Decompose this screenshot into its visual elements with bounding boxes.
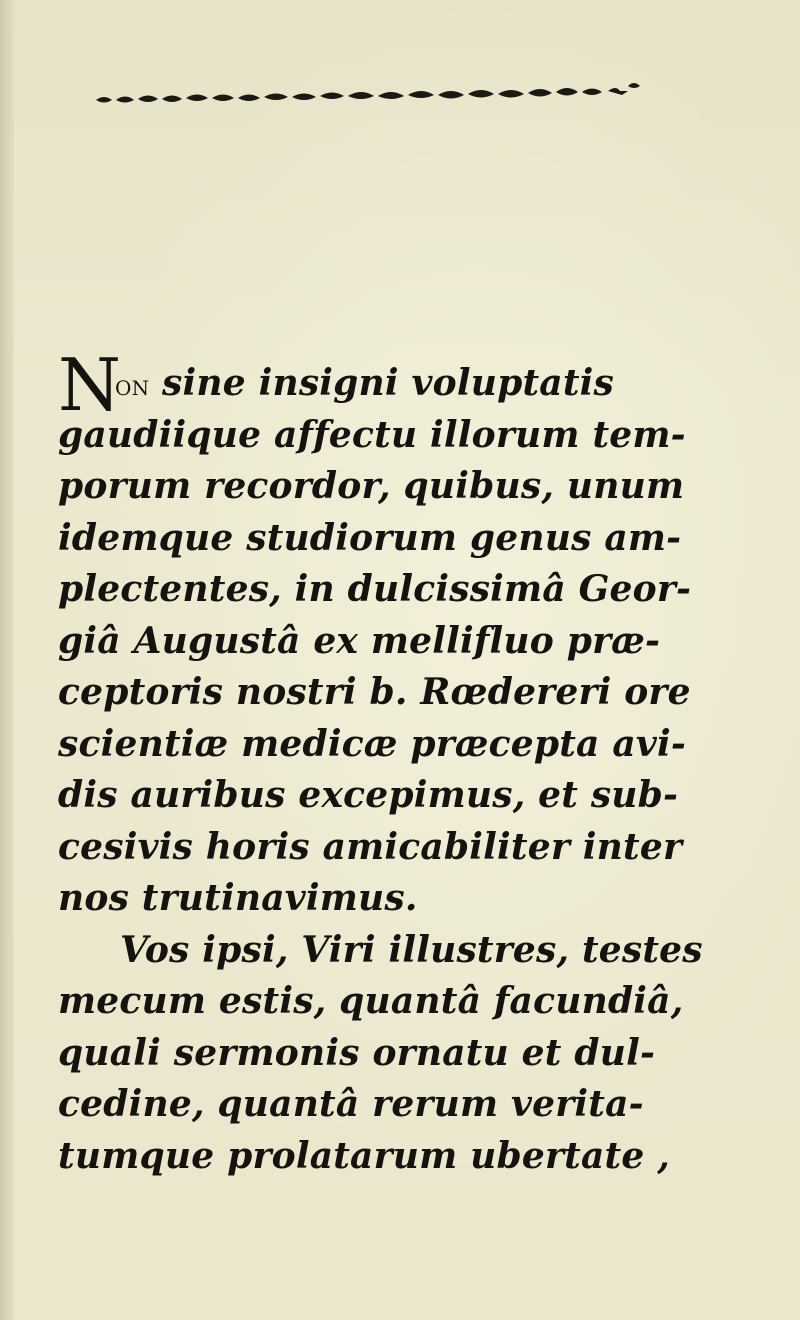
text-line-content: sine insigni voluptatis [149,362,615,404]
text-line: nos trutinavimus. [58,877,418,919]
text-line: cesivis horis amicabiliter inter [58,825,683,868]
text-line: quali sermonis ornatu et dul- [58,1031,656,1074]
text-line: scientiæ medicæ præcepta avi- [58,722,686,765]
drop-cap: N [58,343,115,427]
text-line [58,343,758,427]
text-line: porum recordor, quibus, unum [58,465,685,507]
lead-small-caps: on [115,369,150,402]
text-line: dis auribus excepimus, et sub- [58,774,679,816]
printer-ornament-rule [92,78,652,118]
text-line: cedine, quantâ rerum verita- [58,1083,644,1125]
text-line: idemque studiorum genus am- [58,516,682,559]
text-line: gaudiique affectu illorum tem- [58,413,686,456]
text-line: Vos ipsi, Viri illustres, testes [120,928,703,971]
text-line: giâ Augustâ ex mellifluo præ- [58,619,661,662]
text-line: mecum estis, quantâ facundiâ, [58,980,684,1022]
text-line: ceptoris nostri b. Rœdereri ore [58,671,691,713]
text-line: plectentes, in dulcissimâ Geor- [58,568,692,610]
body-text [58,343,758,1182]
page-binding-edge [0,0,14,1320]
text-line: tumque prolatarum ubertate , [58,1134,670,1177]
